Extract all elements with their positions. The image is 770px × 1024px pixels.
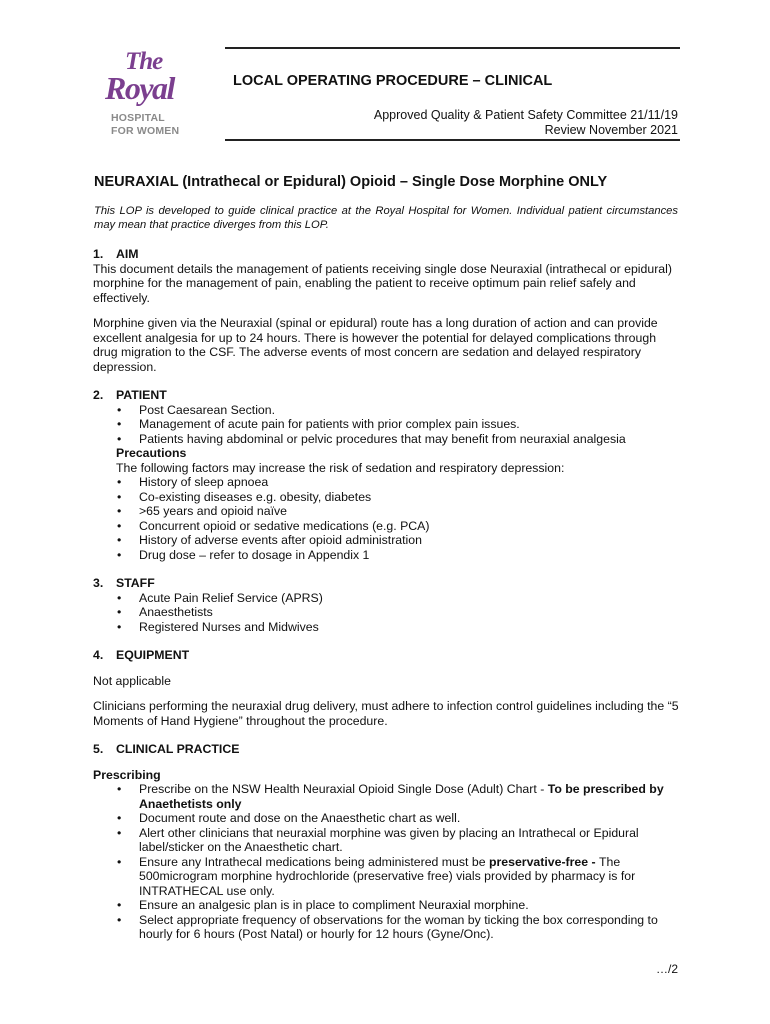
list-item: • >65 years and opioid naïve [116,504,679,519]
section-title: CLINICAL PRACTICE [116,742,240,756]
item-bold-text: preservative-free - [488,854,600,869]
item-text: Prescribe on the NSW Health Neuraxial Opioid Single Dose (Adult) Chart - [139,782,548,796]
item-text: Ensure any Intrathecal medications being administered must be [139,854,489,869]
list-item: • Concurrent opioid or sedative medications (e.g. PCA) [116,519,679,534]
section-number: 1. [93,247,104,261]
section-aim-heading [93,247,679,262]
list-item: • Select appropriate frequency of observations for the woman by ticking the box corresponding to hourly for 6 hours (Post Natal) or hourly for 12 hours (Gyne/Onc). [116,913,679,942]
section-number: 2. [93,388,104,402]
list-item: • Drug dose – refer to dosage in Appendix 1 [116,548,679,563]
section-title: EQUIPMENT [116,648,190,662]
list-item: • Post Caesarean Section. [116,403,679,418]
page-number: …/2 [655,962,678,976]
review-line: Review November 2021 [544,123,678,137]
approved-line: Approved Quality & Patient Safety Committee 21/11/19 [373,108,678,122]
logo-line1: HOSPITAL [111,112,165,124]
section-clinical-heading [93,742,679,757]
list-item: • Patients having abdominal or pelvic procedures that may benefit from neuraxial analgesia [116,432,679,447]
list-item: • Ensure an analgesic plan is in place to compliment Neuraxial morphine. [116,898,679,913]
section-title: AIM [116,247,139,261]
header-title: LOCAL OPERATING PROCEDURE – CLINICAL [233,73,553,89]
aim-paragraph-1: This document details the management of patients receiving single dose Neuraxial (intrathecal or epidural) morphine for the management of pain, enabling the patient to receive optimum pain relief safely and effectively. [93,261,672,305]
list-item: • Management of acute pain for patients with prior complex pain issues. [116,417,679,432]
list-item: • Alert other clinicians that neuraxial morphine was given by placing an Intrathecal or Epidural label/sticker on the Anaesthetic chart. [116,826,679,855]
list-item: • Anaesthetists [116,605,679,620]
list-item: • Registered Nurses and Midwives [116,620,679,635]
section-patient-heading [93,388,679,403]
precautions-intro: The following factors may increase the risk of sedation and respiratory depression: [116,460,565,475]
list-item: • Co-existing diseases e.g. obesity, diabetes [116,490,679,505]
list-item: • History of adverse events after opioid administration [116,533,679,548]
equipment-paragraph-1: Not applicable [93,673,171,688]
logo-the: The [125,48,163,75]
list-item: • Document route and dose on the Anaesthetic chart as well. [116,811,679,826]
section-staff-heading [93,576,679,591]
section-number: 4. [93,648,104,662]
hospital-logo [103,48,198,138]
logo-line2: FOR WOMEN [111,125,180,137]
item-bold-text: To be prescribed by Anaethetists only [139,782,664,811]
list-item: • Acute Pain Relief Service (APRS) [116,591,679,606]
equipment-paragraph-2: Clinicians performing the neuraxial drug delivery, must adhere to infection control guidelines including the “5 Moments of Hand Hygiene” throughout the procedure. [93,699,679,728]
prescribing-heading: Prescribing [93,767,161,782]
section-number: 3. [93,576,104,590]
prescribing-list [116,782,679,942]
list-item [116,855,679,899]
document-title: NEURAXIAL (Intrathecal or Epidural) Opioid – Single Dose Morphine ONLY [94,174,608,190]
list-item [116,782,679,811]
staff-list [116,591,679,635]
list-item: • History of sleep apnoea [116,475,679,490]
patient-list [116,403,679,447]
intro-text: This LOP is developed to guide clinical practice at the Royal Hospital for Women. Individual patient circumstances may mean that practice diverges from this LOP. [94,205,678,231]
precautions-heading: Precautions [116,446,187,460]
header-rule-bottom [225,139,680,141]
section-title: STAFF [116,576,155,590]
aim-paragraph-2: Morphine given via the Neuraxial (spinal or epidural) route has a long duration of action and can provide excellent analgesia for up to 24 hours. There is however the potential for delayed complications through drug migration to the CSF. The adverse events of most concern are sedation and delayed respiratory depression. [93,316,658,374]
item-text: The 500microgram morphine hydrochloride (preservative free) vials provided by pharmacy is for INTRATHECAL use only. [139,854,636,898]
header-rule-top [225,47,680,49]
section-title: PATIENT [116,388,167,402]
precautions-list [116,475,679,562]
section-equipment-heading [93,648,679,663]
document-body [93,247,679,942]
section-number: 5. [93,742,104,756]
logo-royal: Royal [105,70,174,106]
